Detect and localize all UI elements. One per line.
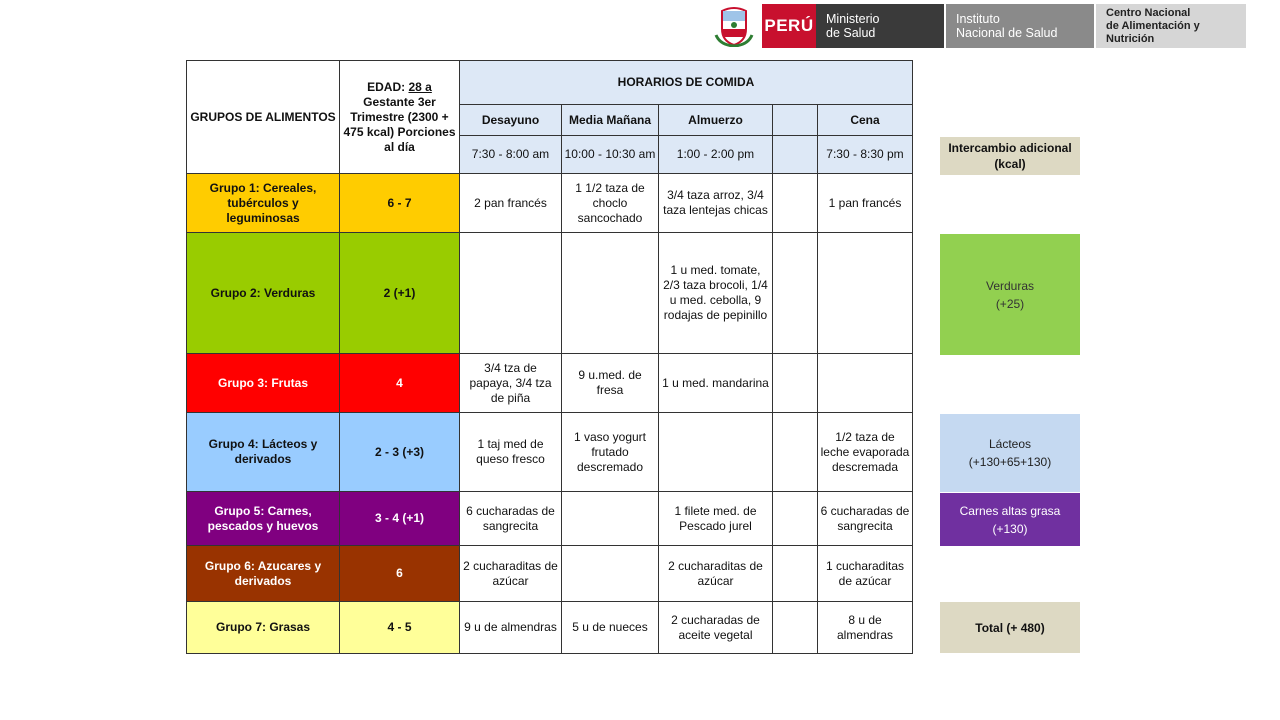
- portions-cell: 4 - 5: [340, 602, 460, 654]
- edad-value: 28 a: [408, 79, 432, 94]
- portions-cell: 2 (+1): [340, 233, 460, 354]
- portions-cell: 3 - 4 (+1): [340, 492, 460, 546]
- peru-coat-of-arms-icon: [712, 4, 756, 48]
- meal-cell: 1 vaso yogurt frutado descremado: [562, 413, 659, 492]
- instituto-nacional-de-salud-logo: Instituto Nacional de Salud: [946, 4, 1094, 48]
- group-label: Grupo 2: Verduras: [187, 233, 340, 354]
- meal-plan-table: [186, 60, 913, 654]
- time-cena: 7:30 - 8:30 pm: [818, 136, 913, 174]
- portions-cell: 6 - 7: [340, 174, 460, 233]
- portions-cell: 4: [340, 354, 460, 413]
- group-label: Grupo 1: Cereales, tubérculos y leguminosas: [187, 174, 340, 233]
- group-label: Grupo 5: Carnes, pescados y huevos: [187, 492, 340, 546]
- intercambio-carnes: Carnes altas grasa (+130): [940, 493, 1080, 546]
- intercambio-lacteos: Lácteos (+130+65+130): [940, 414, 1080, 492]
- meal-media-manana: Media Mañana: [562, 105, 659, 136]
- table-row: [187, 492, 913, 546]
- meal-desayuno: Desayuno: [460, 105, 562, 136]
- meal-cell: 2 cucharaditas de azúcar: [659, 546, 773, 602]
- meal-cell: 1 1/2 taza de choclo sancochado: [562, 174, 659, 233]
- group-label: Grupo 3: Frutas: [187, 354, 340, 413]
- meal-empty: [773, 105, 818, 136]
- meal-cell: 2 cucharadas de aceite vegetal: [659, 602, 773, 654]
- meal-cell: [773, 546, 818, 602]
- table-row: [187, 546, 913, 602]
- portions-cell: 2 - 3 (+3): [340, 413, 460, 492]
- intercambio-verduras: Verduras (+25): [940, 234, 1080, 355]
- group-label: Grupo 7: Grasas: [187, 602, 340, 654]
- table-row: [187, 174, 913, 233]
- meal-cena: Cena: [818, 105, 913, 136]
- meal-cell: 5 u de nueces: [562, 602, 659, 654]
- group-label: Grupo 4: Lácteos y derivados: [187, 413, 340, 492]
- time-desayuno: 7:30 - 8:00 am: [460, 136, 562, 174]
- header-edad-porciones: EDAD: 28 a Gestante 3er Trimestre (2300 + 475 kcal) Porciones al día: [340, 61, 460, 174]
- meal-cell: [773, 233, 818, 354]
- meal-cell: 1 taj med de queso fresco: [460, 413, 562, 492]
- peru-brand: PERÚ: [762, 4, 816, 48]
- header-horarios-de-comida: HORARIOS DE COMIDA: [460, 61, 913, 105]
- meal-cell: [773, 602, 818, 654]
- meal-cell: [773, 174, 818, 233]
- meal-cell: [659, 413, 773, 492]
- meal-cell: 9 u.med. de fresa: [562, 354, 659, 413]
- meal-cell: 1 pan francés: [818, 174, 913, 233]
- group-label: Grupo 6: Azucares y derivados: [187, 546, 340, 602]
- meal-cell: 8 u de almendras: [818, 602, 913, 654]
- meal-cell: [818, 233, 913, 354]
- meal-cell: [773, 354, 818, 413]
- meal-cell: [773, 492, 818, 546]
- header-grupos-de-alimentos: GRUPOS DE ALIMENTOS: [187, 61, 340, 174]
- meal-cell: [562, 233, 659, 354]
- meal-almuerzo: Almuerzo: [659, 105, 773, 136]
- meal-cell: 3/4 tza de papaya, 3/4 tza de piña: [460, 354, 562, 413]
- meal-cell: [773, 413, 818, 492]
- meal-cell: 1/2 taza de leche evaporada descremada: [818, 413, 913, 492]
- meal-cell: 1 cucharaditas de azúcar: [818, 546, 913, 602]
- meal-cell: 3/4 taza arroz, 3/4 taza lentejas chicas: [659, 174, 773, 233]
- centro-nacional-logo: Centro Nacional de Alimentación y Nutrición: [1096, 4, 1246, 48]
- meal-cell: [562, 492, 659, 546]
- time-empty: [773, 136, 818, 174]
- table-row: [187, 602, 913, 654]
- intercambio-total: Total (+ 480): [940, 602, 1080, 653]
- ministerio-de-salud-logo: Ministerio de Salud: [816, 4, 944, 48]
- table-row: [187, 233, 913, 354]
- meal-cell: 1 u med. tomate, 2/3 taza brocoli, 1/4 u med. cebolla, 9 rodajas de pepinillo: [659, 233, 773, 354]
- meal-cell: 1 u med. mandarina: [659, 354, 773, 413]
- meal-cell: [562, 546, 659, 602]
- meal-cell: [460, 233, 562, 354]
- time-media-manana: 10:00 - 10:30 am: [562, 136, 659, 174]
- table-row: [187, 413, 913, 492]
- meal-cell: 6 cucharadas de sangrecita: [818, 492, 913, 546]
- table-row: [187, 354, 913, 413]
- meal-cell: 6 cucharadas de sangrecita: [460, 492, 562, 546]
- portions-cell: 6: [340, 546, 460, 602]
- institutional-logo-bar: [712, 4, 1246, 48]
- meal-cell: 9 u de almendras: [460, 602, 562, 654]
- meal-cell: 1 filete med. de Pescado jurel: [659, 492, 773, 546]
- meal-cell: 2 pan francés: [460, 174, 562, 233]
- time-almuerzo: 1:00 - 2:00 pm: [659, 136, 773, 174]
- meal-cell: [818, 354, 913, 413]
- meal-cell: 2 cucharaditas de azúcar: [460, 546, 562, 602]
- intercambio-adicional-header: Intercambio adicional (kcal): [940, 137, 1080, 175]
